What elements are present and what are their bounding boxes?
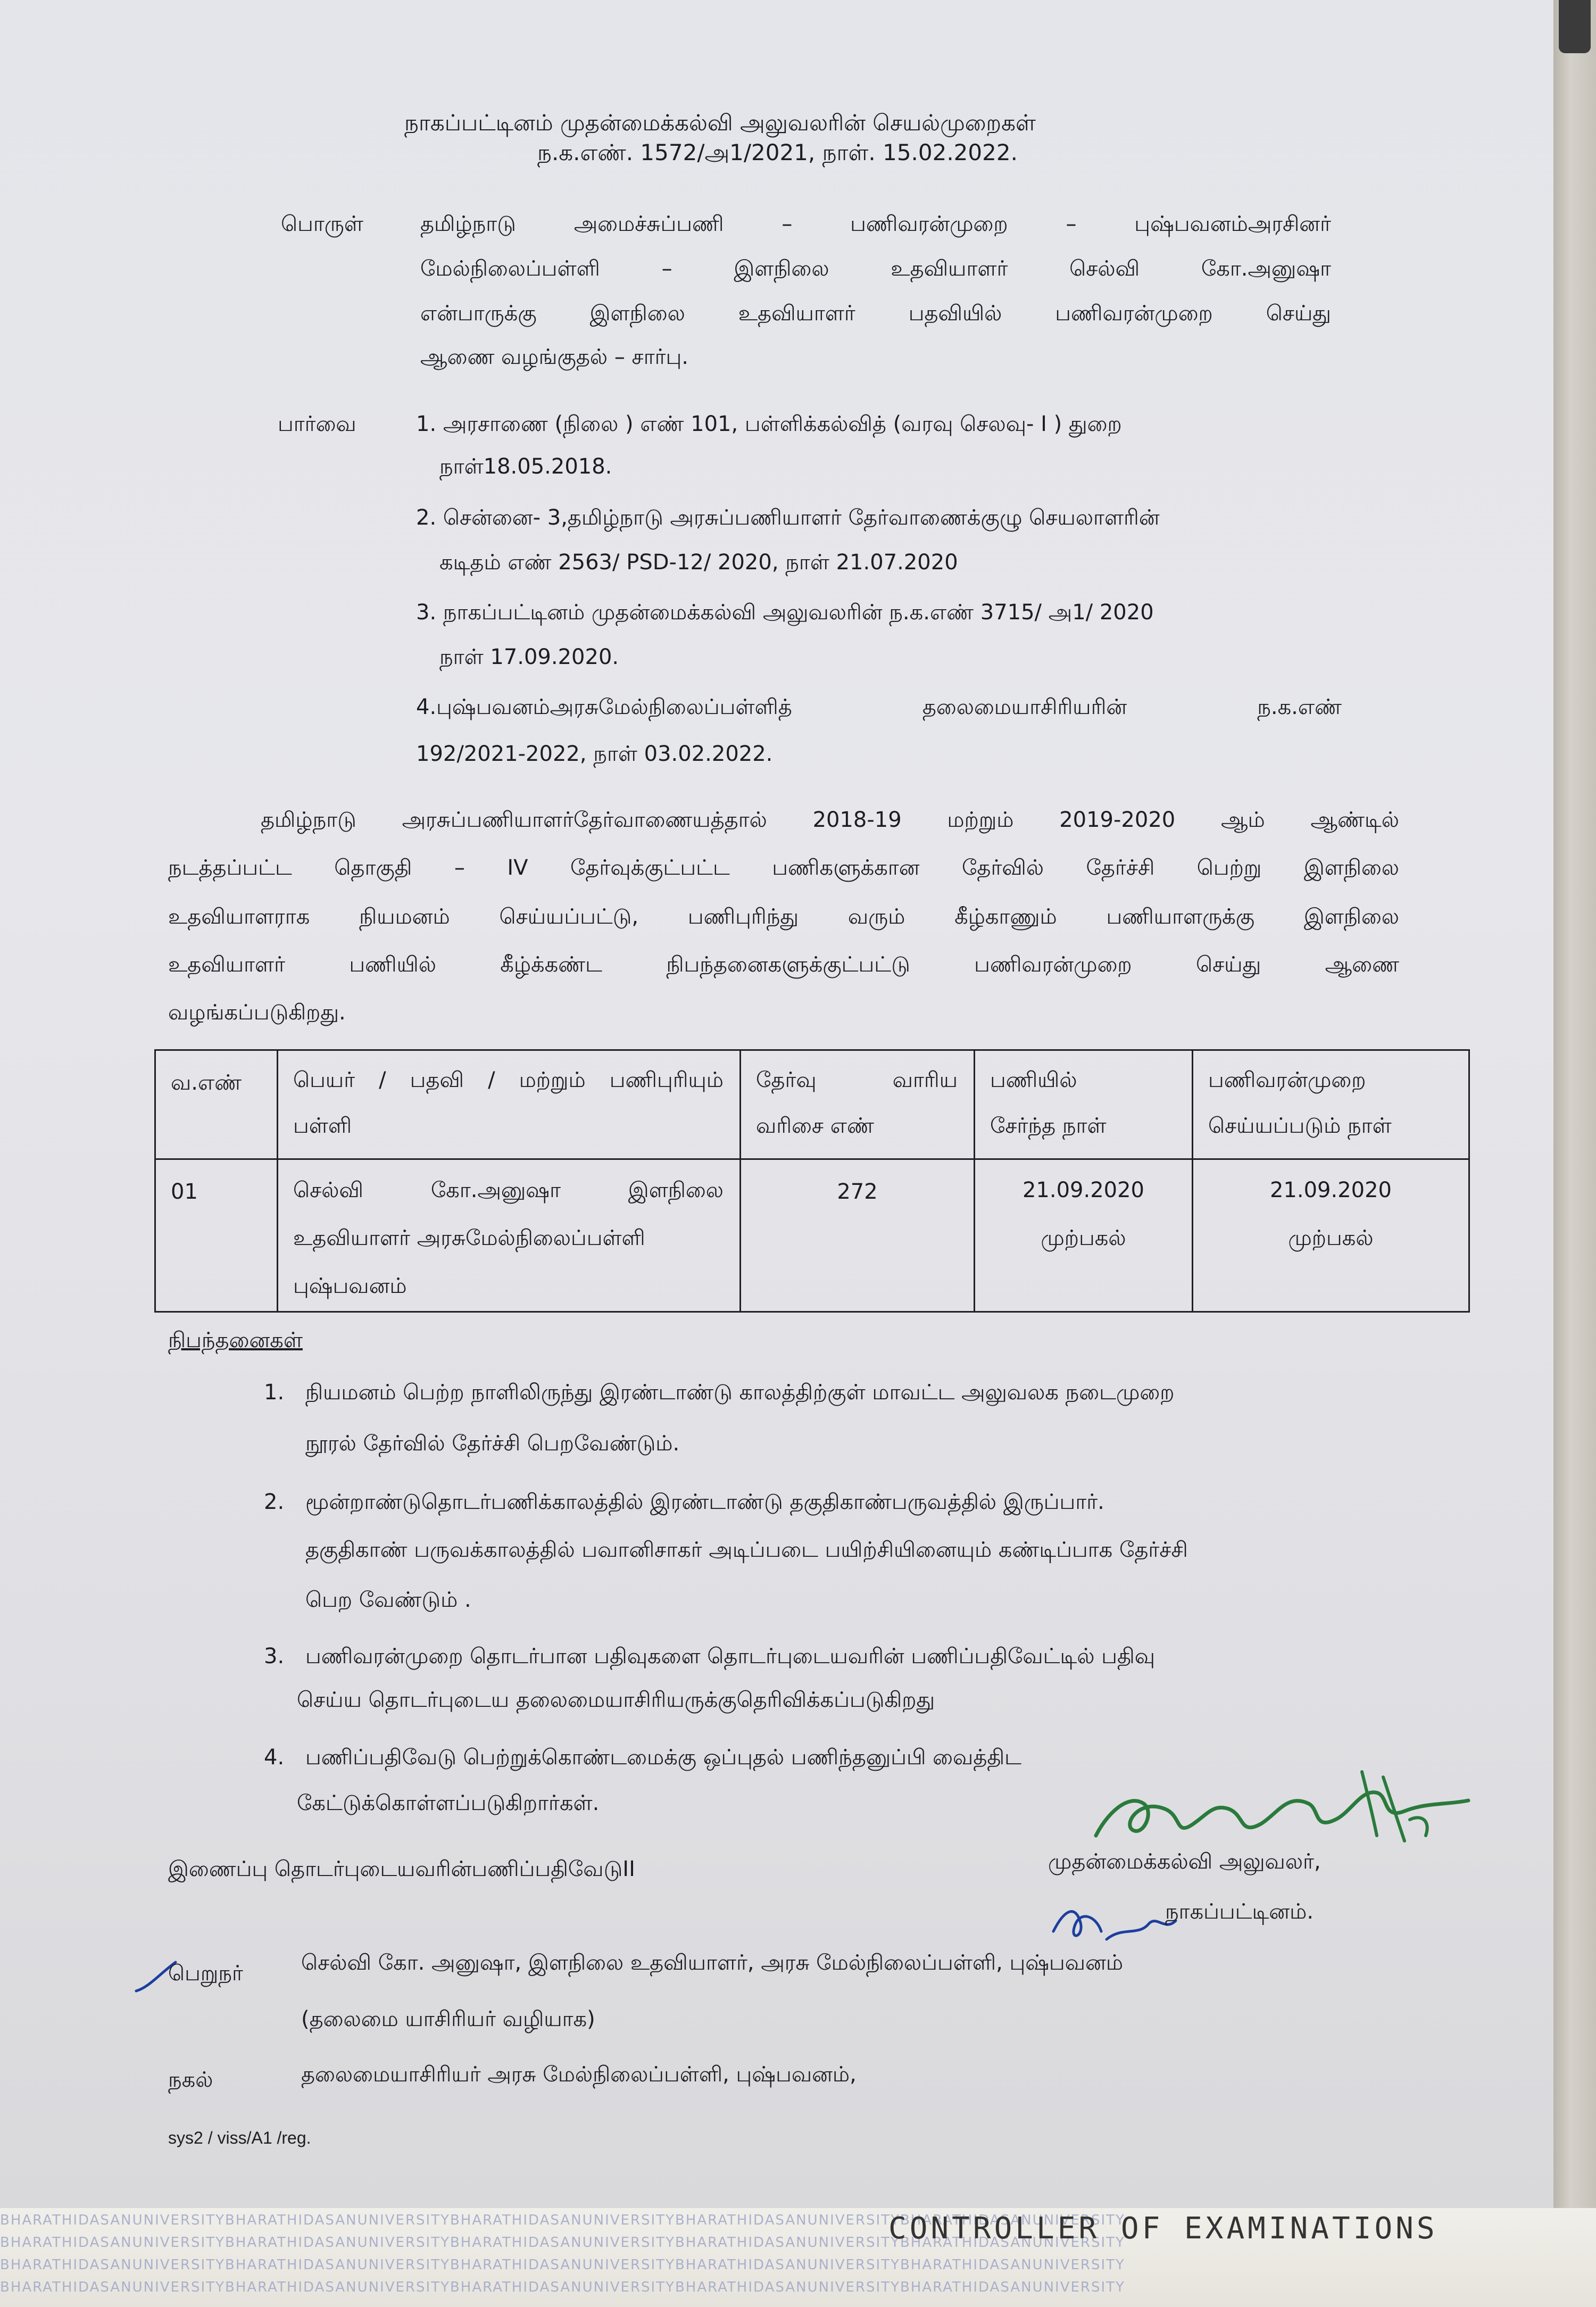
condition-text: மூன்றாண்டுதொடர்பணிக்காலத்தில் இரண்டாண்டு தகுதிகாண்பருவத்தில் இருப்பார். (305, 1490, 1104, 1514)
header-name: பெயர் / பதவி / மற்றும் பணிபுரியும் பள்ளி (278, 1050, 741, 1159)
subject-line: ஆணை வழங்குதல் – சார்பு. (420, 345, 688, 369)
subject-line: என்பாருக்கு இளநிலை உதவியாளர் பதவியில் பணிவரன்முறை செய்து (420, 301, 1331, 326)
signatory-designation: முதன்மைக்கல்வி அலுவலர், (1048, 1849, 1321, 1874)
underlying-paper (0, 2208, 1596, 2307)
cell-joined: 21.09.2020 முற்பகல் (975, 1159, 1193, 1312)
reference-item: 2. சென்னை- 3,தமிழ்நாடு அரசுப்பணியாளர் தேர்வாணைக்குழு செயலாளரின் (416, 505, 1160, 530)
condition-number: 1. (264, 1380, 285, 1405)
body-paragraph-line: உதவியாளராக நியமனம் செய்யப்பட்டு, பணிபுரிந்து வரும் கீழ்காணும் பணியாளருக்கு இளநிலை (168, 904, 1400, 929)
watermark-text: BHARATHIDASANUNIVERSITYBHARATHIDASANUNIVERSITYBHARATHIDASANUNIVERSITYBHARATHIDASANUNIVERSITYBHARATHIDASANUNIVERSITY (0, 2279, 1125, 2295)
copy-label: நகல் (168, 2068, 213, 2092)
condition-text: கேட்டுக்கொள்ளப்படுகிறார்கள். (297, 1791, 600, 1815)
table-header-row (155, 1050, 1469, 1159)
subject-label: பொருள் (281, 212, 363, 236)
date-initials-mark (1043, 1894, 1181, 1953)
condition-number: 4. (264, 1745, 285, 1770)
table-row (155, 1159, 1469, 1312)
header-serial: வ.எண் (155, 1050, 278, 1159)
recipient-line: செல்வி கோ. அனுஷா, இளநிலை உதவியாளர், அரசு மேல்நிலைப்பள்ளி, புஷ்பவனம் (301, 1951, 1124, 1975)
watermark-text: BHARATHIDASANUNIVERSITYBHARATHIDASANUNIVERSITYBHARATHIDASANUNIVERSITYBHARATHIDASANUNIVERSITYBHARATHIDASANUNIVERSITY (0, 2212, 1125, 2228)
watermark-text: BHARATHIDASANUNIVERSITYBHARATHIDASANUNIVERSITYBHARATHIDASANUNIVERSITYBHARATHIDASANUNIVERSITYBHARATHIDASANUNIVERSITY (0, 2235, 1125, 2251)
reference-item-cont: நாள்18.05.2018. (439, 454, 612, 479)
condition-number: 3. (264, 1644, 285, 1669)
subject-line: மேல்நிலைப்பள்ளி – இளநிலை உதவியாளர் செல்வி கோ.அனுஷா (420, 256, 1331, 281)
watermark-text: BHARATHIDASANUNIVERSITYBHARATHIDASANUNIVERSITYBHARATHIDASANUNIVERSITYBHARATHIDASANUNIVERSITYBHARATHIDASANUNIVERSITY (0, 2257, 1125, 2273)
conditions-heading: நிபந்தனைகள் (168, 1328, 303, 1352)
cell-serial: 01 (155, 1159, 278, 1312)
reference-number: ந.க.எண். 1572/அ1/2021, நாள். 15.02.2022. (537, 139, 1018, 165)
file-code: sys2 / viss/A1 /reg. (168, 2128, 311, 2147)
header-regularised: பணிவரன்முறை செய்யப்படும் நாள் (1193, 1050, 1469, 1159)
condition-text: பணிப்பதிவேடு பெற்றுக்கொண்டமைக்கு ஒப்புதல் பணிந்தனுப்பி வைத்திட (305, 1745, 1021, 1770)
controller-heading: CONTROLLER OF EXAMINATIONS (888, 2211, 1438, 2246)
copy-text: தலைமையாசிரியர் அரசு மேல்நிலைப்பள்ளி, புஷ்பவனம், (301, 2062, 857, 2087)
signatory-place: நாகப்பட்டினம். (1165, 1899, 1314, 1924)
reference-item: 3. நாகப்பட்டினம் முதன்மைக்கல்வி அலுவலரின் ந.க.எண் 3715/ அ1/ 2020 (416, 600, 1154, 625)
condition-number: 2. (264, 1490, 285, 1514)
condition-text: தகுதிகாண் பருவக்காலத்தில் பவானிசாகர் அடிப்படை பயிற்சியினையும் கண்டிப்பாக தேர்ச்சி (305, 1538, 1188, 1562)
body-paragraph-line: நடத்தப்பட்ட தொகுதி – IV தேர்வுக்குட்பட்ட பணிகளுக்கான தேர்வில் தேர்ச்சி பெற்று இளநிலை (168, 856, 1399, 880)
reference-item-cont: நாள் 17.09.2020. (439, 645, 619, 669)
recipient-label: பெறுநர் (168, 1961, 243, 1986)
body-paragraph-line: உதவியாளர் பணியில் கீழ்க்கண்ட நிபந்தனைகளுக்குட்பட்டு பணிவரன்முறை செய்து ஆணை (168, 952, 1399, 977)
condition-text: செய்ய தொடர்புடைய தலைமையாசிரியருக்குதெரிவிக்கப்படுகிறது (297, 1688, 935, 1712)
reference-item-cont: 192/2021-2022, நாள் 03.02.2022. (416, 742, 773, 766)
condition-text: நூரல் தேர்வில் தேர்ச்சி பெறவேண்டும். (305, 1431, 680, 1456)
body-paragraph-line: வழங்கப்படுகிறது. (168, 1000, 346, 1025)
recipient-line: (தலைமை யாசிரியர் வழியாக) (301, 2007, 595, 2031)
reference-item: 4.புஷ்பவனம்அரசுமேல்நிலைப்பள்ளித் தலைமையாசிரியரின் ந.க.எண் (416, 695, 1342, 719)
header-joined: பணியில் சேர்ந்த நாள் (975, 1050, 1193, 1159)
reference-item: 1. அரசாணை (நிலை ) எண் 101, பள்ளிக்கல்வித் (வரவு செலவு- I ) துறை (416, 412, 1122, 436)
header-rank: தேர்வு வாரிய வரிசை எண் (741, 1050, 975, 1159)
condition-text: பணிவரன்முறை தொடர்பான பதிவுகளை தொடர்புடையவரின் பணிப்பதிவேட்டில் பதிவு (305, 1644, 1156, 1669)
cell-regularised: 21.09.2020 முற்பகல் (1193, 1159, 1469, 1312)
office-title: நாகப்பட்டினம் முதன்மைக்கல்வி அலுவலரின் செயல்முறைகள் (404, 110, 1036, 136)
page-edge (1553, 0, 1596, 2307)
enclosure-line: இணைப்பு தொடர்புடையவரின்பணிப்பதிவேடுII (168, 1857, 635, 1881)
reference-item-cont: கடிதம் எண் 2563/ PSD-12/ 2020, நாள் 21.07.2020 (439, 550, 958, 575)
condition-text: பெற வேண்டும் . (305, 1588, 471, 1612)
references-label: பார்வை (278, 412, 356, 436)
regularisation-table (154, 1049, 1470, 1313)
condition-text: நியமனம் பெற்ற நாளிலிருந்து இரண்டாண்டு காலத்திற்குள் மாவட்ட அலுவலக நடைமுறை (305, 1380, 1175, 1405)
body-paragraph-line: தமிழ்நாடு அரசுப்பணியாளர்தேர்வாணையத்தால் 2018-19 மற்றும் 2019-2020 ஆம் ஆண்டில் (261, 808, 1399, 832)
cell-rank: 272 (741, 1159, 975, 1312)
signature-mark (1085, 1756, 1479, 1862)
cell-name: செல்வி கோ.அனுஷா இளநிலை உதவியாளர் அரசுமேல்நிலைப்பள்ளி புஷ்பவனம் (278, 1159, 741, 1312)
binder-clip (1559, 0, 1591, 53)
subject-line: தமிழ்நாடு அமைச்சுப்பணி – பணிவரன்முறை – புஷ்பவனம்அரசினர் (420, 212, 1331, 236)
